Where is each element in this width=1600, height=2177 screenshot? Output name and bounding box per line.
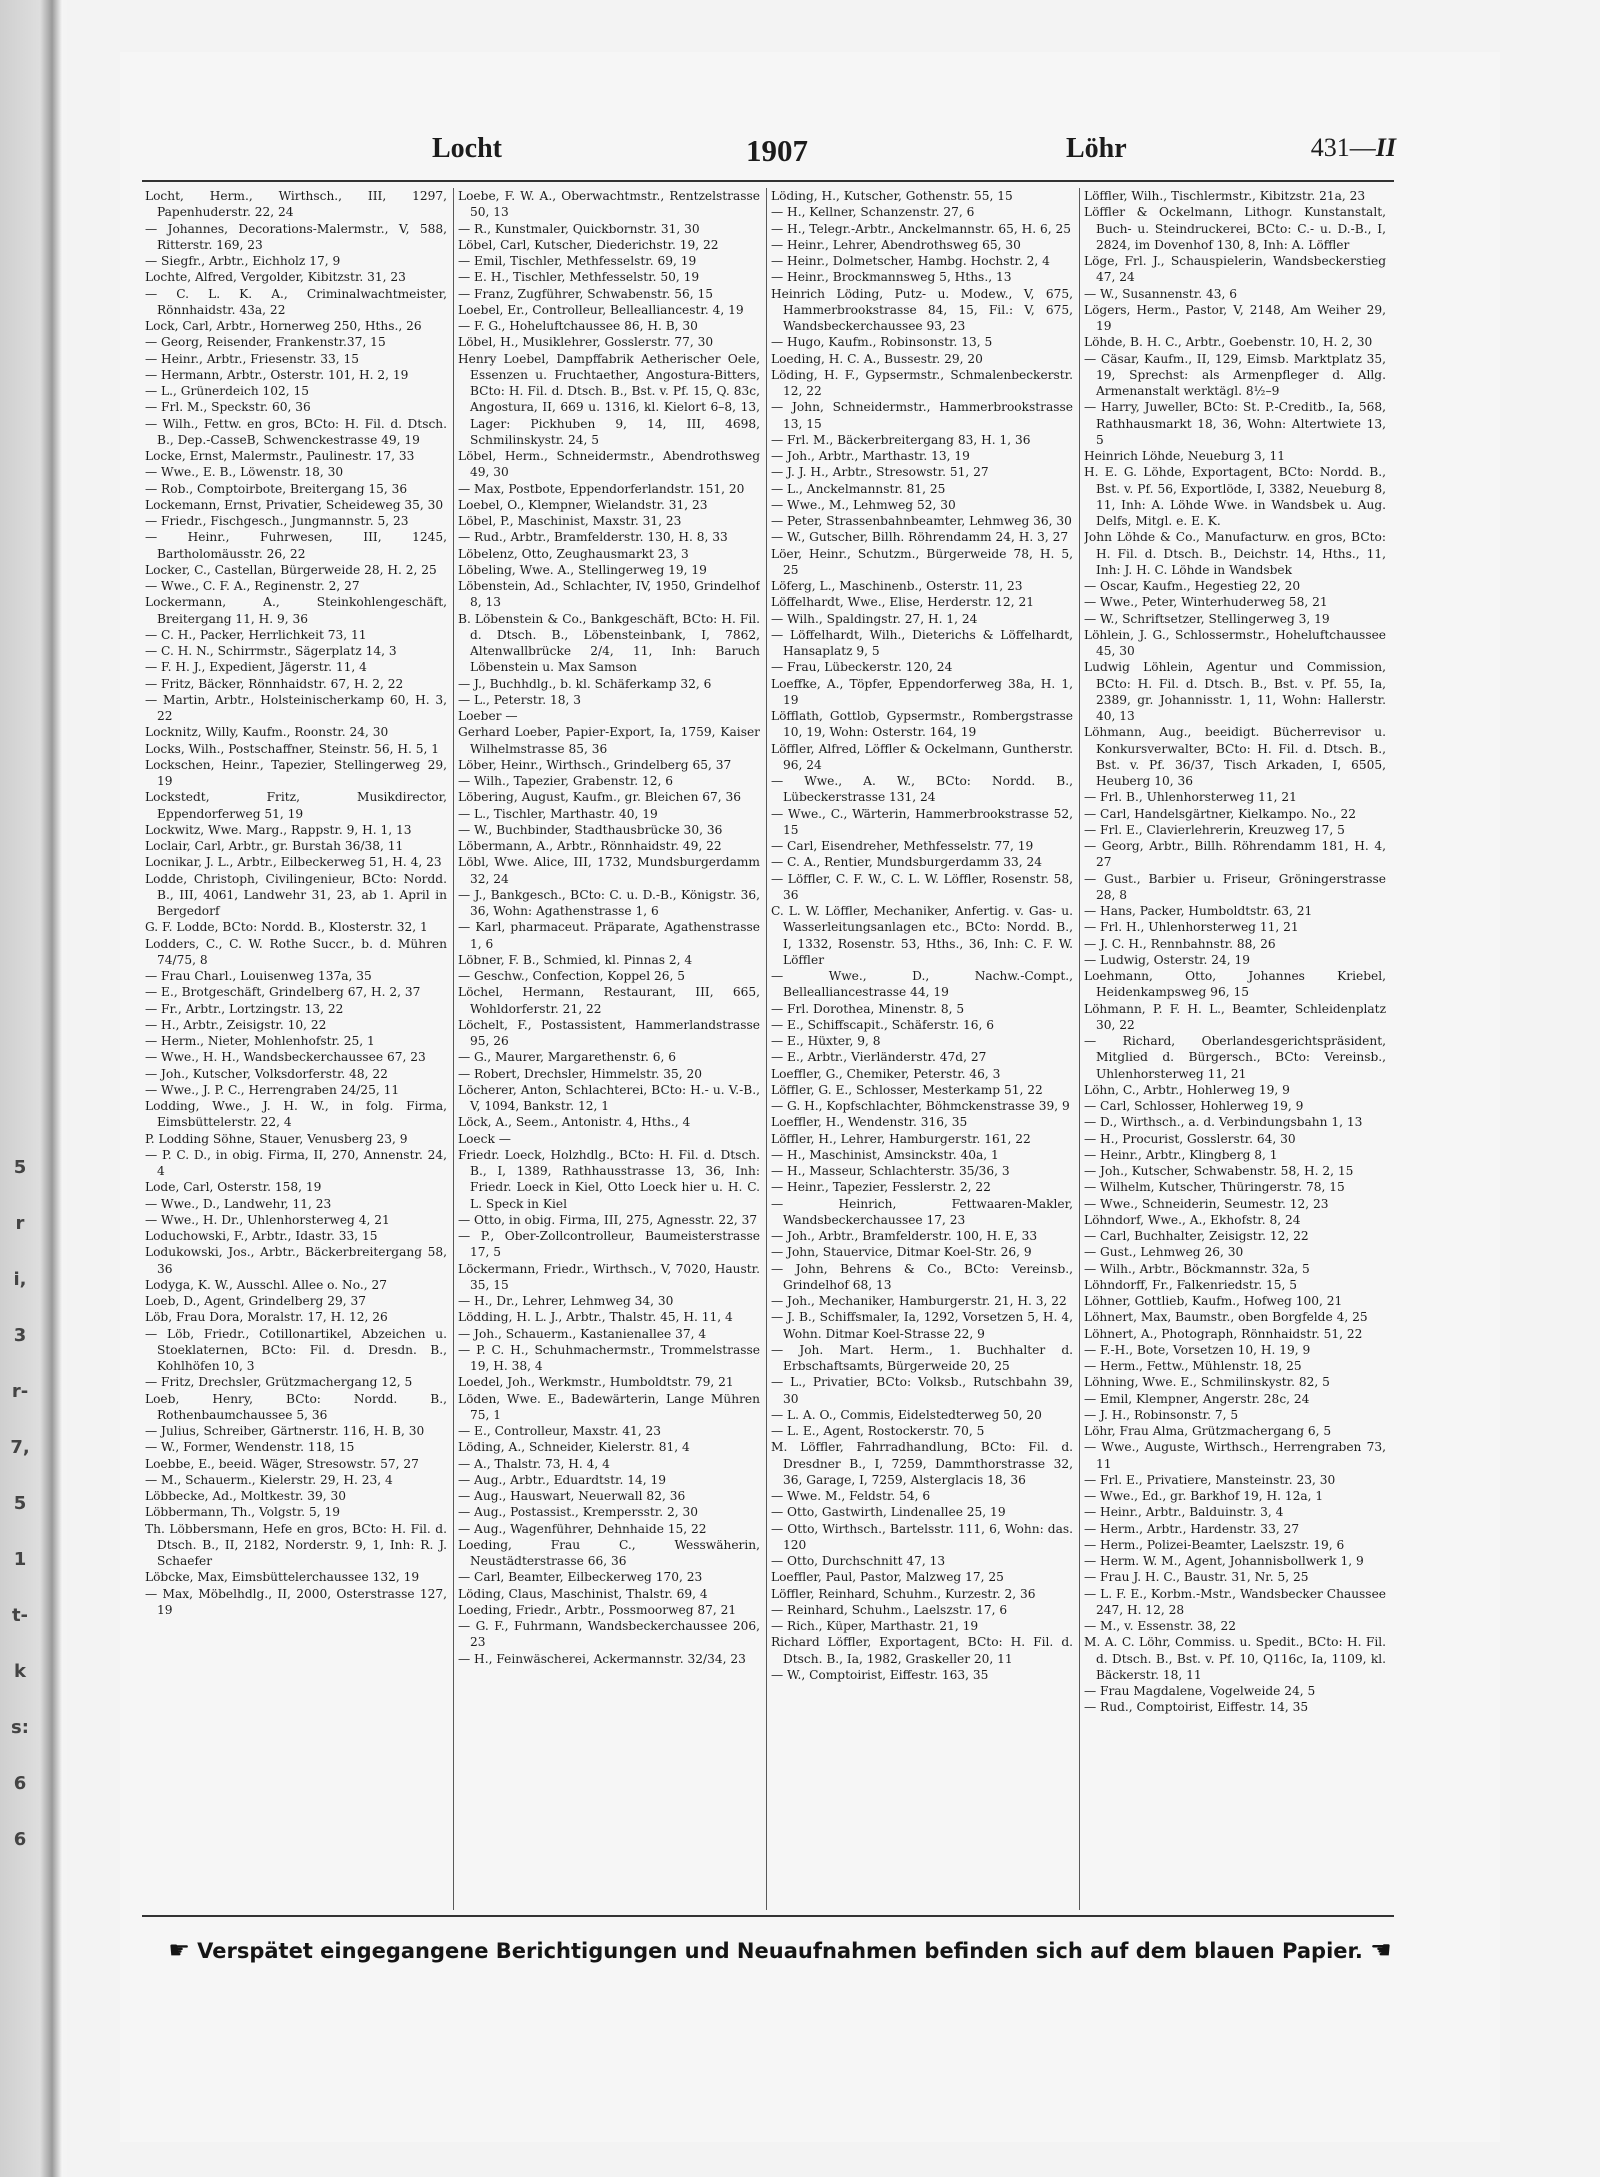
directory-entry: — E., Arbtr., Vierländerstr. 47d, 27 bbox=[771, 1050, 987, 1065]
directory-entry: — E., Controlleur, Maxstr. 41, 23 bbox=[458, 1424, 662, 1438]
directory-entry: Loebe, F. W. A., Oberwachtmstr., Rentzelstrasse 50, 13 bbox=[458, 189, 760, 220]
directory-entry: — Heinr., Arbtr., Friesenstr. 33, 15 bbox=[145, 351, 360, 366]
directory-entry: Loeck — bbox=[458, 1131, 511, 1146]
directory-entry: — Heinr., Arbtr., Klingberg 8, 1 bbox=[1084, 1147, 1278, 1162]
directory-entry: — Otto, Durchschnitt 47, 13 bbox=[771, 1554, 946, 1568]
directory-entry: Löer, Heinr., Schutzm., Bürgerweide 78, H. 5, 25 bbox=[771, 546, 1073, 577]
directory-entry: — Wwe., Ed., gr. Barkhof 19, H. 12a, 1 bbox=[1084, 1489, 1324, 1503]
column-1 bbox=[145, 188, 447, 1908]
directory-entry: — Otto, in obig. Firma, III, 275, Agnesstr. 22, 37 bbox=[458, 1212, 758, 1227]
directory-entry: Loclair, Carl, Arbtr., gr. Burstah 36/38, 11 bbox=[145, 839, 404, 853]
directory-entry: Lockemann, Ernst, Privatier, Scheideweg 35, 30 bbox=[145, 497, 444, 512]
directory-entry: — Wwe., M., Lehmweg 52, 30 bbox=[771, 497, 956, 512]
directory-entry: — W., Comptoirist, Eiffestr. 163, 35 bbox=[771, 1667, 989, 1682]
directory-entry: — Wwe., H. H., Wandsbeckerchaussee 67, 23 bbox=[145, 1050, 426, 1065]
directory-entry: Richard Löffler, Exportagent, BCto: H. Fil. d. Dtsch. B., Ia, 1982, Graskeller 20, 11 bbox=[771, 1635, 1073, 1666]
directory-entry: — J. B., Schiffsmaler, Ia, 1292, Vorsetzen 5, H. 4, Wohn. Ditmar Koel-Strasse 22, 9 bbox=[771, 1310, 1073, 1341]
directory-entry: Loeding, Frau C., Wesswäherin, Neustädterstrasse 66, 36 bbox=[458, 1537, 760, 1568]
directory-entry: — C. L. K. A., Criminalwachtmeister, Rönnhaidstr. 43a, 22 bbox=[145, 286, 447, 317]
directory-entry: — Friedr., Fischgesch., Jungmannstr. 5, 23 bbox=[145, 514, 409, 528]
edge-fragment: 6 bbox=[13, 1829, 27, 1850]
directory-entry: Lodukowski, Jos., Arbtr., Bäckerbreitergang 58, 36 bbox=[145, 1245, 447, 1276]
directory-entry: — Frau J. H. C., Baustr. 31, Nr. 5, 25 bbox=[1084, 1570, 1309, 1585]
directory-entry: Löhnert, Max, Baumstr., oben Borgfelde 4, 25 bbox=[1084, 1310, 1368, 1325]
directory-entry: M. Löffler, Fahrradhandlung, BCto: Fil. d. Dresdner B., I, 7259, Dammthorstrasse 32, 36, Garage, I, 7259, Alsterglacis 18, 36 bbox=[771, 1440, 1073, 1487]
directory-entry: — Carl, Buchhalter, Zeisigstr. 12, 22 bbox=[1084, 1229, 1309, 1243]
directory-entry: — Heinr., Dolmetscher, Hambg. Hochstr. 2, 4 bbox=[771, 254, 1050, 268]
edge-fragment: 5 bbox=[13, 1493, 27, 1514]
directory-entry: John Löhde & Co., Manufacturw. en gros, BCto: H. Fil. d. Dtsch. B., Deichstr. 14, Hths., 11, Inh: J. H. C. Löhde in Wandsbek bbox=[1084, 530, 1386, 577]
directory-entry: — Wwe. M., Feldstr. 54, 6 bbox=[771, 1489, 931, 1503]
directory-entry: — Peter, Strassenbahnbeamter, Lehmweg 36, 30 bbox=[771, 514, 1072, 528]
directory-entry: — C. H. N., Schirrmstr., Sägerplatz 14, 3 bbox=[145, 644, 397, 658]
directory-entry: — L., Privatier, BCto: Volksb., Rutschbahn 39, 30 bbox=[771, 1375, 1073, 1406]
directory-entry: — Wilh., Spaldingstr. 27, H. 1, 24 bbox=[771, 611, 978, 626]
directory-entry: — H., Masseur, Schlachterstr. 35/36, 3 bbox=[771, 1164, 1010, 1178]
directory-entry: Löchelt, F., Postassistent, Hammerlandstrasse 95, 26 bbox=[458, 1017, 760, 1048]
directory-entry: Löbel, P., Maschinist, Maxstr. 31, 23 bbox=[458, 514, 682, 528]
edge-fragment: 1 bbox=[13, 1549, 27, 1570]
directory-entry: — Herm., Fettw., Mühlenstr. 18, 25 bbox=[1084, 1359, 1302, 1373]
directory-entry: Lögers, Herm., Pastor, V, 2148, Am Weiher 29, 19 bbox=[1084, 302, 1386, 333]
directory-entry: — Rob., Comptoirbote, Breitergang 15, 36 bbox=[145, 481, 408, 496]
directory-entry: — Wwe., D., Nachw.-Compt., Bellealliancestrasse 44, 19 bbox=[771, 969, 1073, 1000]
edge-fragment: i, bbox=[13, 1269, 27, 1290]
directory-entry: — H., Telegr.-Arbtr., Anckelmannstr. 65, H. 6, 25 bbox=[771, 221, 1072, 236]
directory-entry: Löge, Frl. J., Schauspielerin, Wandsbeckerstieg 47, 24 bbox=[1084, 254, 1386, 285]
pointing-hand-right-icon: ☛ bbox=[168, 1936, 190, 1964]
directory-entry: Loeber — bbox=[458, 709, 518, 723]
directory-entry: — Fritz, Drechsler, Grützmachergang 12, 5 bbox=[145, 1375, 413, 1390]
directory-entry: Löbenstein, Ad., Schlachter, IV, 1950, Grindelhof 8, 13 bbox=[458, 579, 760, 610]
directory-entry: — F. G., Hoheluftchaussee 86, H. B, 30 bbox=[458, 319, 698, 333]
directory-entry: Löding, H., Kutscher, Gothenstr. 55, 15 bbox=[771, 189, 1013, 203]
directory-entry: — J., Buchhdlg., b. kl. Schäferkamp 32, 6 bbox=[458, 676, 712, 691]
directory-entry: Löding, Claus, Maschinist, Thalstr. 69, 4 bbox=[458, 1586, 708, 1601]
column-4 bbox=[1084, 188, 1386, 1908]
page-number: 431—II bbox=[1310, 133, 1396, 162]
directory-entry: — L. F. E., Korbm.-Mstr., Wandsbecker Chaussee 247, H. 12, 28 bbox=[1084, 1586, 1386, 1617]
directory-entry: — Frl. E., Privatiere, Mansteinstr. 23, 30 bbox=[1084, 1472, 1336, 1487]
directory-entry: — F. H. J., Expedient, Jägerstr. 11, 4 bbox=[145, 660, 367, 675]
directory-entry: Loeding, Friedr., Arbtr., Possmoorweg 87, 21 bbox=[458, 1602, 737, 1617]
directory-entry: — Heinr., Brockmannsweg 5, Hths., 13 bbox=[771, 270, 1012, 285]
directory-entry: Löhmann, P. F. H. L., Beamter, Schleidenplatz 30, 22 bbox=[1084, 1001, 1386, 1032]
directory-entry: — John, Stauervice, Ditmar Koel-Str. 26, 9 bbox=[771, 1245, 1032, 1260]
directory-columns bbox=[145, 188, 1395, 1908]
directory-entry: — Frl. M., Bäckerbreitergang 83, H. 1, 36 bbox=[771, 432, 1031, 447]
directory-entry: Lodders, C., C. W. Rothe Succr., b. d. Mühren 74/75, 8 bbox=[145, 936, 447, 967]
directory-entry: Loeffke, A., Töpfer, Eppendorferweg 38a, H. 1, 19 bbox=[771, 676, 1073, 707]
directory-entry: Gerhard Loeber, Papier-Export, Ia, 1759, Kaiser Wilhelmstrasse 85, 36 bbox=[458, 725, 760, 756]
directory-entry: Löhr, Frau Alma, Grützmachergang 6, 5 bbox=[1084, 1424, 1332, 1438]
directory-entry: Löding, H. F., Gypsermstr., Schmalenbeckerstr. 12, 22 bbox=[771, 367, 1073, 398]
edge-fragment: r- bbox=[11, 1381, 29, 1402]
directory-entry: — Joh., Kutscher, Schwabenstr. 58, H. 2, 15 bbox=[1084, 1164, 1354, 1178]
footer-text: Verspätet eingegangene Berichtigungen und Neuaufnahmen befinden sich auf dem blauen Papier. bbox=[197, 1939, 1363, 1963]
directory-entry: P. Lodding Söhne, Stauer, Venusberg 23, 9 bbox=[145, 1131, 408, 1146]
directory-entry: — M., v. Essenstr. 38, 22 bbox=[1084, 1619, 1236, 1633]
header-year: 1907 bbox=[746, 133, 808, 168]
directory-entry: Löden, Wwe. E., Badewärterin, Lange Mühren 75, 1 bbox=[458, 1391, 760, 1422]
directory-entry: — Wwe., Auguste, Wirthsch., Herrengraben 73, 11 bbox=[1084, 1440, 1386, 1471]
directory-entry: Lode, Carl, Osterstr. 158, 19 bbox=[145, 1180, 322, 1195]
directory-entry: Löhmann, Aug., beeidigt. Bücherrevisor u. Konkursverwalter, BCto: H. Fil. d. Dtsch. B., Bst. v. Pf. 36/37, Tisch Arkaden, I, 6505, Heuberg 10, 36 bbox=[1084, 725, 1386, 788]
directory-entry: Löbbermann, Th., Volgstr. 5, 19 bbox=[145, 1505, 341, 1520]
directory-entry: — Emil, Tischler, Methfesselstr. 69, 19 bbox=[458, 254, 697, 268]
directory-entry: — Gust., Lehmweg 26, 30 bbox=[1084, 1245, 1244, 1260]
directory-entry: — Herm., Arbtr., Hardenstr. 33, 27 bbox=[1084, 1521, 1300, 1536]
directory-entry: — H., Arbtr., Zeisigstr. 10, 22 bbox=[145, 1017, 327, 1032]
edge-fragment: 6 bbox=[13, 1773, 27, 1794]
directory-entry: — C. A., Rentier, Mundsburgerdamm 33, 24 bbox=[771, 855, 1042, 870]
directory-entry: — Robert, Drechsler, Himmelstr. 35, 20 bbox=[458, 1066, 703, 1081]
directory-entry: Ludwig Löhlein, Agentur und Commission, BCto: H. Fil. d. Dtsch. B., Bst. v. Pf. 55, Ia, 2389, gr. Johannisstr. 1, 11, Wohn: Hallerstr. 40, 13 bbox=[1084, 660, 1386, 723]
directory-entry: — Frau, Lübeckerstr. 120, 24 bbox=[771, 660, 953, 675]
column-divider bbox=[453, 188, 454, 1910]
directory-entry: Loeb, D., Agent, Grindelberg 29, 37 bbox=[145, 1294, 366, 1308]
directory-entry: Loebel, Er., Controlleur, Bellealliancestr. 4, 19 bbox=[458, 302, 744, 317]
column-2 bbox=[458, 188, 760, 1908]
directory-entry: — H., Maschinist, Amsinckstr. 40a, 1 bbox=[771, 1147, 999, 1162]
directory-entry: — Joh., Kutscher, Volksdorferstr. 48, 22 bbox=[145, 1066, 388, 1081]
running-header bbox=[140, 133, 1400, 177]
directory-entry: — Cäsar, Kaufm., II, 129, Eimsb. Marktplatz 35, 19, Sprechst: als Armenpfleger d. Allg. Armenanstalt werktägl. 8½–9 bbox=[1084, 351, 1386, 398]
directory-entry: — Wwe., Peter, Winterhuderweg 58, 21 bbox=[1084, 595, 1328, 610]
directory-entry: — Franz, Zugführer, Schwabenstr. 56, 15 bbox=[458, 286, 713, 301]
directory-entry: — Wwe., C. F. A., Reginenstr. 2, 27 bbox=[145, 579, 360, 593]
directory-entry: Löhnert, A., Photograph, Rönnhaidstr. 51, 22 bbox=[1084, 1326, 1363, 1341]
directory-entry: — Aug., Postassist., Krempersstr. 2, 30 bbox=[458, 1505, 698, 1520]
directory-entry: Locks, Wilh., Postschaffner, Steinstr. 56, H. 5, 1 bbox=[145, 741, 440, 756]
directory-entry: Löffler, Alfred, Löffler & Ockelmann, Guntherstr. 96, 24 bbox=[771, 741, 1073, 772]
directory-entry: Lockstedt, Fritz, Musikdirector, Eppendorferweg 51, 19 bbox=[145, 790, 447, 821]
directory-entry: Loeffler, G., Chemiker, Peterstr. 46, 3 bbox=[771, 1066, 1001, 1081]
directory-entry: — Wwe., D., Landwehr, 11, 23 bbox=[145, 1196, 332, 1211]
directory-entry: — M., Schauerm., Kielerstr. 29, H. 23, 4 bbox=[145, 1472, 393, 1487]
directory-entry: — H., Feinwäscherei, Ackermannstr. 32/34, 23 bbox=[458, 1651, 746, 1666]
directory-entry: — E., Brotgeschäft, Grindelberg 67, H. 2, 37 bbox=[145, 985, 421, 1000]
directory-entry: — Rich., Küper, Marthastr. 21, 19 bbox=[771, 1619, 979, 1633]
directory-entry: Löbl, Wwe. Alice, III, 1732, Mundsburgerdamm 32, 24 bbox=[458, 855, 760, 886]
directory-entry: — Frl. Dorothea, Minenstr. 8, 5 bbox=[771, 1001, 965, 1016]
directory-entry: — Carl, Handelsgärtner, Kielkampo. No., 22 bbox=[1084, 806, 1357, 821]
directory-entry: — Frl. B., Uhlenhorsterweg 11, 21 bbox=[1084, 790, 1297, 805]
directory-entry: Löbeling, Wwe. A., Stellingerweg 19, 19 bbox=[458, 562, 707, 577]
column-divider bbox=[1079, 188, 1080, 1910]
directory-entry: Henry Loebel, Dampffabrik Aetherischer Oele, Essenzen u. Fruchtaether, Angostura-Bitters, BCto: H. Fil. d. Dtsch. B., Bst. v. Pf. 15, Q. 83c, Angostura, II, 669 u. 1316, kl. Kielort 6–8, 13, Lager: Pickhuben 9, 14, III, 4698, Schmilinskystr. 24, 5 bbox=[458, 351, 760, 447]
directory-entry: — Wilh., Tapezier, Grabenstr. 12, 6 bbox=[458, 774, 673, 788]
directory-entry: — Geschw., Confection, Koppel 26, 5 bbox=[458, 969, 686, 983]
directory-entry: — Karl, pharmaceut. Präparate, Agathenstrasse 1, 6 bbox=[458, 920, 760, 951]
directory-entry: — F.-H., Bote, Vorsetzen 10, H. 19, 9 bbox=[1084, 1342, 1311, 1357]
directory-entry: Th. Löbbersmann, Hefe en gros, BCto: H. Fil. d. Dtsch. B., II, 2182, Norderstr. 9, 1, Inh: R. J. Schaefer bbox=[145, 1521, 447, 1568]
directory-entry: — Heinrich, Fettwaaren-Makler, Wandsbeckerchaussee 17, 23 bbox=[771, 1196, 1073, 1227]
directory-entry: — Fritz, Bäcker, Rönnhaidstr. 67, H. 2, 22 bbox=[145, 676, 404, 691]
directory-entry: Locnikar, J. L., Arbtr., Eilbeckerweg 51, H. 4, 23 bbox=[145, 855, 442, 870]
directory-entry: Loeffler, H., Wendenstr. 316, 35 bbox=[771, 1115, 968, 1130]
directory-entry: — Carl, Beamter, Eilbeckerweg 170, 23 bbox=[458, 1570, 703, 1585]
directory-entry: Heinrich Löding, Putz- u. Modew., V, 675, Hammerbrookstrasse 84, 15, Fil.: V, 675, Wandsbeckerchaussee 93, 23 bbox=[771, 286, 1073, 333]
directory-entry: — Aug., Arbtr., Eduardtstr. 14, 19 bbox=[458, 1472, 667, 1487]
directory-entry: Löffler & Ockelmann, Lithogr. Kunstanstalt, Buch- u. Steindruckerei, BCto: C.- u. D.-B., I, 2824, im Dovenhof 130, 8, Inh: A. Löffler bbox=[1084, 205, 1386, 252]
directory-entry: Löfflath, Gottlob, Gypsermstr., Rombergstrasse 10, 19, Wohn: Osterstr. 164, 19 bbox=[771, 709, 1073, 740]
directory-entry: Locknitz, Willy, Kaufm., Roonstr. 24, 30 bbox=[145, 725, 389, 740]
directory-entry: Lock, Carl, Arbtr., Hornerweg 250, Hths., 26 bbox=[145, 319, 422, 333]
directory-entry: Löffler, H., Lehrer, Hamburgerstr. 161, 22 bbox=[771, 1131, 1031, 1146]
directory-entry: Löding, A., Schneider, Kielerstr. 81, 4 bbox=[458, 1440, 690, 1455]
directory-entry: Löferg, L., Maschinenb., Osterstr. 11, 23 bbox=[771, 579, 1023, 593]
edge-fragment: k bbox=[14, 1661, 26, 1682]
directory-entry: — Heinr., Arbtr., Balduinstr. 3, 4 bbox=[1084, 1505, 1284, 1520]
edge-fragment: 7, bbox=[10, 1437, 30, 1458]
directory-entry: — Wilh., Arbtr., Böckmannstr. 32a, 5 bbox=[1084, 1261, 1310, 1276]
directory-entry: — Heinr., Fuhrwesen, III, 1245, Bartholomäusstr. 26, 22 bbox=[145, 530, 447, 561]
edge-fragment: r bbox=[15, 1213, 25, 1234]
directory-entry: C. L. W. Löffler, Mechaniker, Anfertig. v. Gas- u. Wasserleitungsanlagen etc., BCto: Nordd. B., I, 1332, Rosenstr. 53, Hths., 36, Inh: C. F. W. Löffler bbox=[771, 904, 1073, 967]
directory-entry: Löcherer, Anton, Schlachterei, BCto: H.- u. V.-B., V, 1094, Bankstr. 12, 1 bbox=[458, 1082, 760, 1113]
directory-entry: — Wwe., Schneiderin, Seumestr. 12, 23 bbox=[1084, 1196, 1329, 1211]
directory-entry: — A., Thalstr. 73, H. 4, 4 bbox=[458, 1456, 610, 1471]
directory-entry: — Johannes, Decorations-Malermstr., V, 588, Ritterstr. 169, 23 bbox=[145, 221, 447, 252]
directory-entry: Lodde, Christoph, Civilingenieur, BCto: Nordd. B., III, 4061, Landwehr 31, 23, ab 1. April in Bergedorf bbox=[145, 871, 447, 918]
directory-entry: Loebbe, E., beeid. Wäger, Stresowstr. 57, 27 bbox=[145, 1456, 419, 1471]
directory-entry: — E., Schiffscapit., Schäferstr. 16, 6 bbox=[771, 1017, 994, 1032]
directory-entry: — Georg, Arbtr., Billh. Röhrendamm 181, H. 4, 27 bbox=[1084, 839, 1386, 870]
directory-entry: — Rud., Comptoirist, Eiffestr. 14, 35 bbox=[1084, 1700, 1309, 1715]
directory-entry: — E. H., Tischler, Methfesselstr. 50, 19 bbox=[458, 270, 700, 285]
directory-entry: — L., Peterstr. 18, 3 bbox=[458, 692, 581, 707]
directory-entry: Loebel, O., Klempner, Wielandstr. 31, 23 bbox=[458, 497, 708, 512]
directory-entry: Loehmann, Otto, Johannes Kriebel, Heidenkampsweg 96, 15 bbox=[1084, 969, 1386, 1000]
directory-entry: — Joh. Mart. Herm., 1. Buchhalter d. Erbschaftsamts, Bürgerweide 20, 25 bbox=[771, 1342, 1073, 1373]
directory-entry: — John, Behrens & Co., BCto: Vereinsb., Grindelhof 68, 13 bbox=[771, 1261, 1073, 1292]
directory-entry: Löbel, Carl, Kutscher, Diederichstr. 19, 22 bbox=[458, 237, 719, 252]
directory-entry: Löffler, G. E., Schlosser, Mesterkamp 51, 22 bbox=[771, 1082, 1043, 1097]
directory-entry: — Fr., Arbtr., Lortzingstr. 13, 22 bbox=[145, 1001, 344, 1016]
directory-entry: — Joh., Arbtr., Bramfelderstr. 100, H. E, 33 bbox=[771, 1229, 1038, 1243]
adjacent-page-fragments bbox=[0, 1140, 40, 1868]
directory-entry: — Emil, Klempner, Angerstr. 28c, 24 bbox=[1084, 1391, 1310, 1406]
directory-entry: — Frau Magdalene, Vogelweide 24, 5 bbox=[1084, 1684, 1316, 1698]
directory-entry: Löffelhardt, Wwe., Elise, Herderstr. 12, 21 bbox=[771, 595, 1034, 610]
directory-entry: Löber, Heinr., Wirthsch., Grindelberg 65, 37 bbox=[458, 757, 732, 772]
directory-entry: — Joh., Mechaniker, Hamburgerstr. 21, H. 3, 22 bbox=[771, 1294, 1067, 1308]
directory-entry: Löhn, C., Arbtr., Hohlerweg 19, 9 bbox=[1084, 1082, 1290, 1097]
directory-entry: Löbermann, A., Arbtr., Rönnhaidstr. 49, 22 bbox=[458, 839, 722, 853]
directory-entry: Friedr. Loeck, Holzhdlg., BCto: H. Fil. d. Dtsch. B., I, 1389, Rathhausstrasse 13, 36, Inh: Friedr. Loeck in Kiel, Otto Loeck hier u. H. C. L. Speck in Kiel bbox=[458, 1147, 760, 1211]
directory-entry: — Carl, Eisendreher, Methfesselstr. 77, 19 bbox=[771, 839, 1034, 853]
directory-entry: — Joh., Arbtr., Marthastr. 13, 19 bbox=[771, 449, 970, 463]
directory-entry: Löbbecke, Ad., Moltkestr. 39, 30 bbox=[145, 1489, 347, 1503]
directory-entry: — W., Gutscher, Billh. Röhrendamm 24, H. 3, 27 bbox=[771, 530, 1069, 545]
directory-entry: — Georg, Reisender, Frankenstr.37, 15 bbox=[145, 335, 386, 350]
directory-entry: — Frl. H., Uhlenhorsterweg 11, 21 bbox=[1084, 920, 1299, 935]
footer-notice bbox=[160, 1930, 1400, 1970]
directory-entry: Loeb, Henry, BCto: Nordd. B., Rothenbaumchaussee 5, 36 bbox=[145, 1391, 447, 1422]
directory-entry: — H., Kellner, Schanzenstr. 27, 6 bbox=[771, 205, 975, 220]
edge-fragment: t- bbox=[11, 1605, 29, 1626]
directory-entry: G. F. Lodde, BCto: Nordd. B., Klosterstr. 32, 1 bbox=[145, 920, 428, 935]
directory-entry: Loduchowski, F., Arbtr., Idastr. 33, 15 bbox=[145, 1229, 378, 1243]
directory-entry: — Löffler, C. F. W., C. L. W. Löffler, Rosenstr. 58, 36 bbox=[771, 871, 1073, 902]
directory-entry: — W., Schriftsetzer, Stellingerweg 3, 19 bbox=[1084, 611, 1330, 626]
edge-fragment: s: bbox=[11, 1717, 29, 1738]
directory-entry: — Aug., Wagenführer, Dehnhaide 15, 22 bbox=[458, 1521, 707, 1536]
directory-entry: — H., Dr., Lehrer, Lehmweg 34, 30 bbox=[458, 1294, 674, 1308]
directory-entry: — Wwe., A. W., BCto: Nordd. B., Lübeckerstrasse 131, 24 bbox=[771, 774, 1073, 805]
directory-entry: — Max, Postbote, Eppendorferlandstr. 151, 20 bbox=[458, 481, 745, 496]
directory-entry: — Frl. E., Clavierlehrerin, Kreuzweg 17, 5 bbox=[1084, 822, 1345, 837]
directory-entry: — P. C. H., Schuhmachermstr., Trommelstrasse 19, H. 38, 4 bbox=[458, 1342, 760, 1373]
directory-entry: — J. C. H., Rennbahnstr. 88, 26 bbox=[1084, 936, 1276, 951]
directory-entry: Löffler, Wilh., Tischlermstr., Kibitzstr. 21a, 23 bbox=[1084, 189, 1366, 203]
directory-entry: — C. H., Packer, Herrlichkeit 73, 11 bbox=[145, 627, 367, 642]
directory-entry: Loeffler, Paul, Pastor, Malzweg 17, 25 bbox=[771, 1570, 1004, 1585]
footer-rule bbox=[142, 1915, 1394, 1917]
directory-entry: Lockschen, Heinr., Tapezier, Stellingerweg 29, 19 bbox=[145, 757, 447, 788]
directory-entry: — L., Tischler, Marthastr. 40, 19 bbox=[458, 806, 658, 821]
directory-entry: Lockermann, A., Steinkohlengeschäft, Breitergang 11, H. 9, 36 bbox=[145, 595, 447, 626]
directory-entry: — Herm. W. M., Agent, Johannisbollwerk 1, 9 bbox=[1084, 1554, 1364, 1568]
header-last-entry: Löhr bbox=[1066, 133, 1127, 164]
pointing-hand-left-icon: ☚ bbox=[1370, 1936, 1392, 1964]
directory-entry: B. Löbenstein & Co., Bankgeschäft, BCto: H. Fil. d. Dtsch. B., Löbensteinbank, I, 7862, Altenwallbrücke 2/4, 11, Inh: Baruch Löbenstein u. Max Samson bbox=[458, 611, 760, 675]
directory-entry: Löbel, Herm., Schneidermstr., Abendrothsweg 49, 30 bbox=[458, 449, 760, 480]
directory-entry: — Reinhard, Schuhm., Laelszstr. 17, 6 bbox=[771, 1602, 1008, 1617]
directory-entry: — Wilh., Fettw. en gros, BCto: H. Fil. d. Dtsch. B., Dep.-CasseB, Schwenckestrasse 49, 19 bbox=[145, 416, 447, 447]
directory-entry: — G., Maurer, Margarethenstr. 6, 6 bbox=[458, 1050, 676, 1065]
directory-entry: Löhlein, J. G., Schlossermstr., Hoheluftchaussee 45, 30 bbox=[1084, 627, 1386, 658]
directory-entry: — L., Grünerdeich 102, 15 bbox=[145, 384, 310, 398]
directory-entry: M. A. C. Löhr, Commiss. u. Spedit., BCto: H. Fil. d. Dtsch. B., Bst. v. Pf. 10, Q116c, Ia, 1109, kl. Bäckerstr. 18, 11 bbox=[1084, 1635, 1386, 1682]
directory-entry: Locht, Herm., Wirthsch., III, 1297, Papenhuderstr. 22, 24 bbox=[145, 189, 447, 220]
directory-entry: — Otto, Gastwirth, Lindenallee 25, 19 bbox=[771, 1505, 1006, 1520]
directory-entry: — W., Buchbinder, Stadthausbrücke 30, 36 bbox=[458, 822, 723, 837]
directory-entry: — D., Wirthsch., a. d. Verbindungsbahn 1, 13 bbox=[1084, 1115, 1363, 1130]
directory-entry: — H., Procurist, Gosslerstr. 64, 30 bbox=[1084, 1131, 1296, 1146]
directory-entry: — Max, Möbelhdlg., II, 2000, Osterstrasse 127, 19 bbox=[145, 1586, 447, 1617]
directory-entry: — Wwe., E. B., Löwenstr. 18, 30 bbox=[145, 465, 344, 480]
directory-entry: Löhner, Gottlieb, Kaufm., Hofweg 100, 21 bbox=[1084, 1294, 1343, 1308]
edge-fragment: 3 bbox=[13, 1325, 27, 1346]
directory-entry: — Hugo, Kaufm., Robinsonstr. 13, 5 bbox=[771, 335, 993, 350]
directory-entry: — Ludwig, Osterstr. 24, 19 bbox=[1084, 952, 1251, 967]
directory-entry: — Carl, Schlosser, Hohlerweg 19, 9 bbox=[1084, 1099, 1304, 1113]
directory-entry: — Wilhelm, Kutscher, Thüringerstr. 78, 15 bbox=[1084, 1180, 1345, 1195]
directory-entry: Lodyga, K. W., Ausschl. Allee o. No., 27 bbox=[145, 1277, 387, 1292]
directory-entry: — Frl. M., Speckstr. 60, 36 bbox=[145, 400, 311, 415]
directory-entry: Loeding, H. C. A., Bussestr. 29, 20 bbox=[771, 351, 983, 366]
directory-entry: — P., Ober-Zollcontrolleur, Baumeisterstrasse 17, 5 bbox=[458, 1229, 760, 1260]
directory-entry: Löbner, F. B., Schmied, kl. Pinnas 2, 4 bbox=[458, 952, 693, 967]
directory-entry: — Herm., Polizei-Beamter, Laelszstr. 19, 6 bbox=[1084, 1537, 1345, 1552]
directory-entry: — Frau Charl., Louisenweg 137a, 35 bbox=[145, 969, 372, 983]
directory-entry: Lockwitz, Wwe. Marg., Rappstr. 9, H. 1, 13 bbox=[145, 822, 412, 837]
directory-entry: Löchel, Hermann, Restaurant, III, 665, Wohldorferstr. 21, 22 bbox=[458, 985, 760, 1016]
directory-entry: — J., Bankgesch., BCto: C. u. D.-B., Königstr. 36, 36, Wohn: Agathenstrasse 1, 6 bbox=[458, 887, 760, 918]
directory-entry: Lodding, Wwe., J. H. W., in folg. Firma, Eimsbüttelerstr. 22, 4 bbox=[145, 1099, 447, 1130]
directory-entry: Löbelenz, Otto, Zeughausmarkt 23, 3 bbox=[458, 546, 689, 561]
directory-entry: — G. H., Kopfschlachter, Böhmckenstrasse 39, 9 bbox=[771, 1099, 1070, 1113]
directory-entry: — Heinr., Tapezier, Fesslerstr. 2, 22 bbox=[771, 1180, 991, 1195]
directory-entry: Heinrich Löhde, Neueburg 3, 11 bbox=[1084, 449, 1286, 463]
directory-entry: Löbering, August, Kaufm., gr. Bleichen 67, 36 bbox=[458, 790, 742, 805]
directory-entry: Löb, Frau Dora, Moralstr. 17, H. 12, 26 bbox=[145, 1310, 388, 1325]
column-3 bbox=[771, 188, 1073, 1908]
directory-entry: — Wwe., H. Dr., Uhlenhorsterweg 4, 21 bbox=[145, 1212, 390, 1227]
directory-entry: Löbel, H., Musiklehrer, Gosslerstr. 77, 30 bbox=[458, 335, 714, 350]
directory-entry: — R., Kunstmaler, Quickbornstr. 31, 30 bbox=[458, 221, 700, 236]
directory-entry: Löckermann, Friedr., Wirthsch., V, 7020, Haustr. 35, 15 bbox=[458, 1261, 760, 1292]
directory-entry: — Siegfr., Arbtr., Eichholz 17, 9 bbox=[145, 254, 341, 268]
directory-entry: Löhndorf, Wwe., A., Ekhofstr. 8, 24 bbox=[1084, 1212, 1301, 1227]
directory-entry: — E., Hüxter, 9, 8 bbox=[771, 1034, 881, 1048]
directory-entry: — L. E., Agent, Rostockerstr. 70, 5 bbox=[771, 1424, 985, 1438]
directory-entry: Löck, A., Seem., Antonistr. 4, Hths., 4 bbox=[458, 1115, 691, 1130]
directory-entry: — G. F., Fuhrmann, Wandsbeckerchaussee 206, 23 bbox=[458, 1619, 760, 1650]
directory-entry: — W., Former, Wendenstr. 118, 15 bbox=[145, 1440, 355, 1455]
directory-entry: — Heinr., Lehrer, Abendrothsweg 65, 30 bbox=[771, 237, 1021, 252]
directory-entry: — Julius, Schreiber, Gärtnerstr. 116, H. B, 30 bbox=[145, 1424, 425, 1438]
directory-entry: — Rud., Arbtr., Bramfelderstr. 130, H. 8, 33 bbox=[458, 530, 728, 545]
directory-entry: — J. J. H., Arbtr., Stresowstr. 51, 27 bbox=[771, 465, 989, 480]
directory-entry: Locker, C., Castellan, Bürgerweide 28, H. 2, 25 bbox=[145, 562, 437, 577]
directory-entry: H. E. G. Löhde, Exportagent, BCto: Nordd. B., Bst. v. Pf. 56, Exportlöde, I, 3382, Neueburg 8, 11, Inh: A. Löhde Wwe. in Wandsbek u. Aug. Delfs, Mitgl. e. E. K. bbox=[1084, 465, 1386, 528]
directory-entry: — P. C. D., in obig. Firma, II, 270, Annenstr. 24, 4 bbox=[145, 1147, 447, 1178]
edge-fragment: 5 bbox=[13, 1157, 27, 1178]
directory-entry: — Löb, Friedr., Cotillonartikel, Abzeichen u. Stoeklaternen, BCto: Fil. d. Dresdn. B., Kohlhöfen 10, 3 bbox=[145, 1326, 447, 1373]
directory-entry: Löhning, Wwe. E., Schmilinskystr. 82, 5 bbox=[1084, 1375, 1330, 1390]
directory-entry: Lochte, Alfred, Vergolder, Kibitzstr. 31, 23 bbox=[145, 270, 406, 285]
directory-entry: Löffler, Reinhard, Schuhm., Kurzestr. 2, 36 bbox=[771, 1586, 1036, 1601]
directory-entry: — Gust., Barbier u. Friseur, Gröningerstrasse 28, 8 bbox=[1084, 871, 1386, 902]
directory-entry: — Hermann, Arbtr., Osterstr. 101, H. 2, 19 bbox=[145, 367, 409, 382]
directory-entry: — Wwe., J. P. C., Herrengraben 24/25, 11 bbox=[145, 1082, 400, 1097]
directory-entry: — Harry, Juweller, BCto: St. P.-Creditb., Ia, 568, Rathhausmarkt 18, 36, Wohn: Altertwiete 13, 5 bbox=[1084, 400, 1386, 447]
directory-entry: Löbcke, Max, Eimsbüttelerchaussee 132, 19 bbox=[145, 1570, 420, 1585]
directory-entry: — Martin, Arbtr., Holsteinischerkamp 60, H. 3, 22 bbox=[145, 692, 447, 723]
directory-entry: — Joh., Schauerm., Kastanienallee 37, 4 bbox=[458, 1326, 707, 1341]
directory-entry: Lödding, H. L. J., Arbtr., Thalstr. 45, H. 11, 4 bbox=[458, 1310, 733, 1325]
directory-entry: Loedel, Joh., Werkmstr., Humboldtstr. 79, 21 bbox=[458, 1375, 734, 1390]
directory-entry: Locke, Ernst, Malermstr., Paulinestr. 17, 33 bbox=[145, 449, 415, 463]
directory-entry: Löhndorff, Fr., Falkenriedstr. 15, 5 bbox=[1084, 1277, 1298, 1292]
directory-entry: — Otto, Wirthsch., Bartelsstr. 111, 6, Wohn: das. 120 bbox=[771, 1521, 1073, 1552]
directory-entry: — Hans, Packer, Humboldtstr. 63, 21 bbox=[1084, 904, 1313, 918]
header-rule bbox=[142, 180, 1394, 182]
header-first-entry: Locht bbox=[432, 133, 502, 164]
directory-entry: — L., Anckelmannstr. 81, 25 bbox=[771, 481, 946, 496]
directory-entry: — W., Susannenstr. 43, 6 bbox=[1084, 286, 1237, 301]
directory-entry: — Herm., Nieter, Mohlenhofstr. 25, 1 bbox=[145, 1034, 375, 1048]
directory-entry: — Wwe., C., Wärterin, Hammerbrookstrasse 52, 15 bbox=[771, 806, 1073, 837]
directory-entry: — L. A. O., Commis, Eidelstedterweg 50, 20 bbox=[771, 1407, 1042, 1422]
directory-entry: — Aug., Hauswart, Neuerwall 82, 36 bbox=[458, 1489, 686, 1503]
column-divider bbox=[766, 188, 767, 1910]
directory-entry: — John, Schneidermstr., Hammerbrookstrasse 13, 15 bbox=[771, 400, 1073, 431]
directory-entry: Löhde, B. H. C., Arbtr., Goebenstr. 10, H. 2, 30 bbox=[1084, 335, 1373, 350]
directory-entry: — J. H., Robinsonstr. 7, 5 bbox=[1084, 1407, 1239, 1422]
directory-entry: — Löffelhardt, Wilh., Dieterichs & Löffelhardt, Hansaplatz 9, 5 bbox=[771, 627, 1073, 658]
directory-entry: — Richard, Oberlandesgerichtspräsident, Mitglied d. Bürgersch., BCto: Vereinsb., Uhlenhorsterweg 11, 21 bbox=[1084, 1034, 1386, 1081]
directory-entry: — Oscar, Kaufm., Hegestieg 22, 20 bbox=[1084, 579, 1301, 593]
